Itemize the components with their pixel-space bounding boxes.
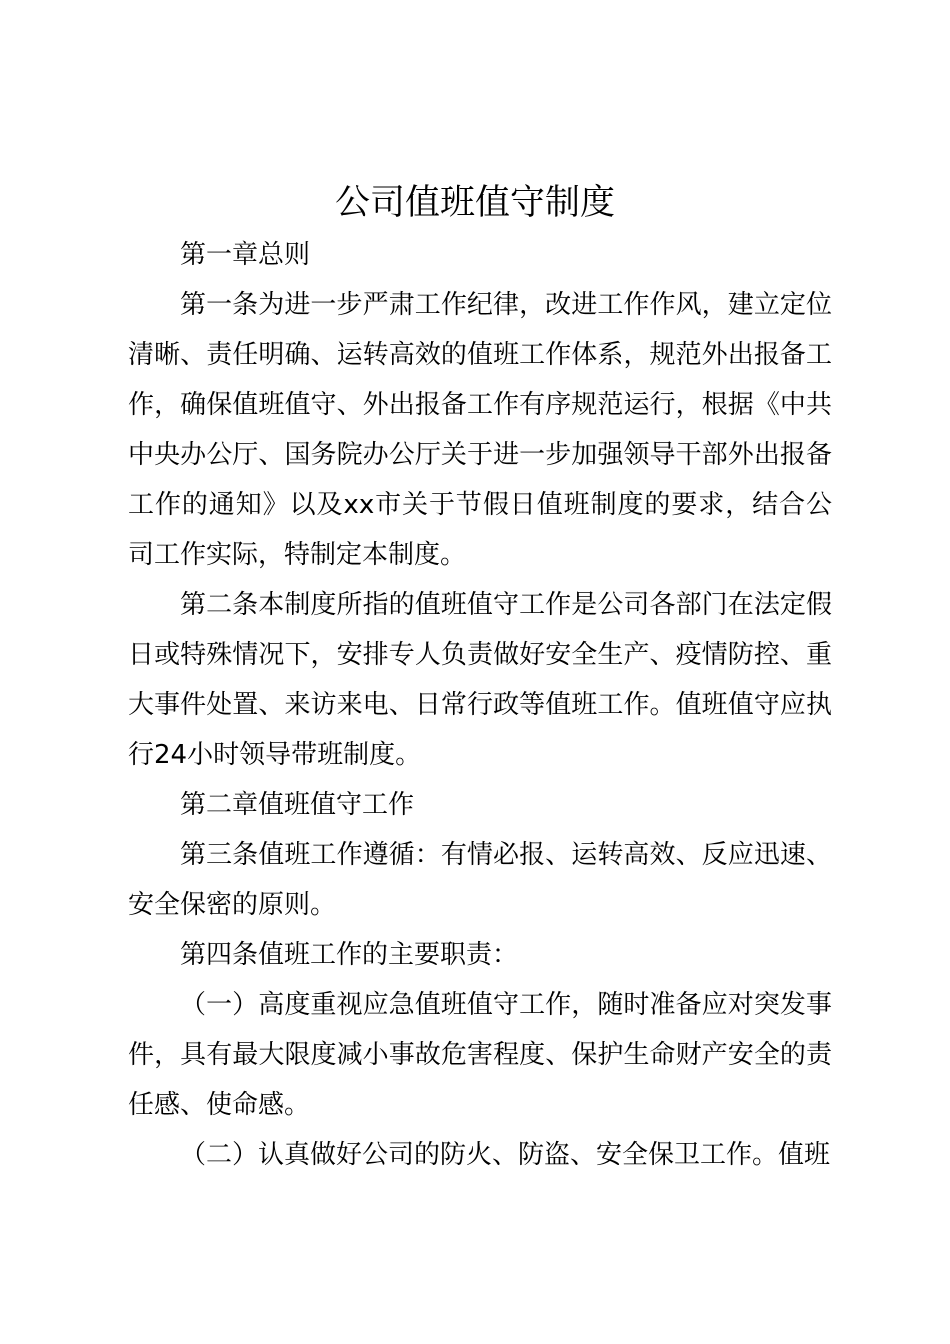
chapter-heading: 第一章总则: [180, 240, 311, 270]
article-paragraph: 第四条值班工作的主要职责：: [180, 940, 519, 970]
list-item-paragraph: （二）认真做好公司的防火、防盗、安全保卫工作。值班: [180, 1140, 831, 1170]
article-paragraph: 第一条为进一步严肃工作纪律，改进工作作风，建立定位清晰、责任明确、运转高效的值班工作体系，规范外出报备工作，确保值班值守、外出报备工作有序规范运行，根据《中共中央办公厅、国务院办公厅关于进一步加强领导干部外出报备工作的通知》以及xx市关于节假日值班制度的要求，结合公司工作实际，特制定本制度。: [128, 290, 832, 570]
article-paragraph: 第二条本制度所指的值班值守工作是公司各部门在法定假日或特殊情况下，安排专人负责做好安全生产、疫情防控、重大事件处置、来访来电、日常行政等值班工作。值班值守应执行24小时领导带班制度。: [128, 590, 832, 770]
document-title: 公司值班值守制度: [334, 183, 615, 223]
article-paragraph: 第三条值班工作遵循：有情必报、运转高效、反应迅速、安全保密的原则。: [128, 840, 832, 920]
document-body: [128, 230, 832, 1180]
list-item-paragraph: （一）高度重视应急值班值守工作，随时准备应对突发事件，具有最大限度减小事故危害程度、保护生命财产安全的责任感、使命感。: [128, 990, 832, 1120]
chapter-heading: 第二章值班值守工作: [180, 790, 415, 820]
